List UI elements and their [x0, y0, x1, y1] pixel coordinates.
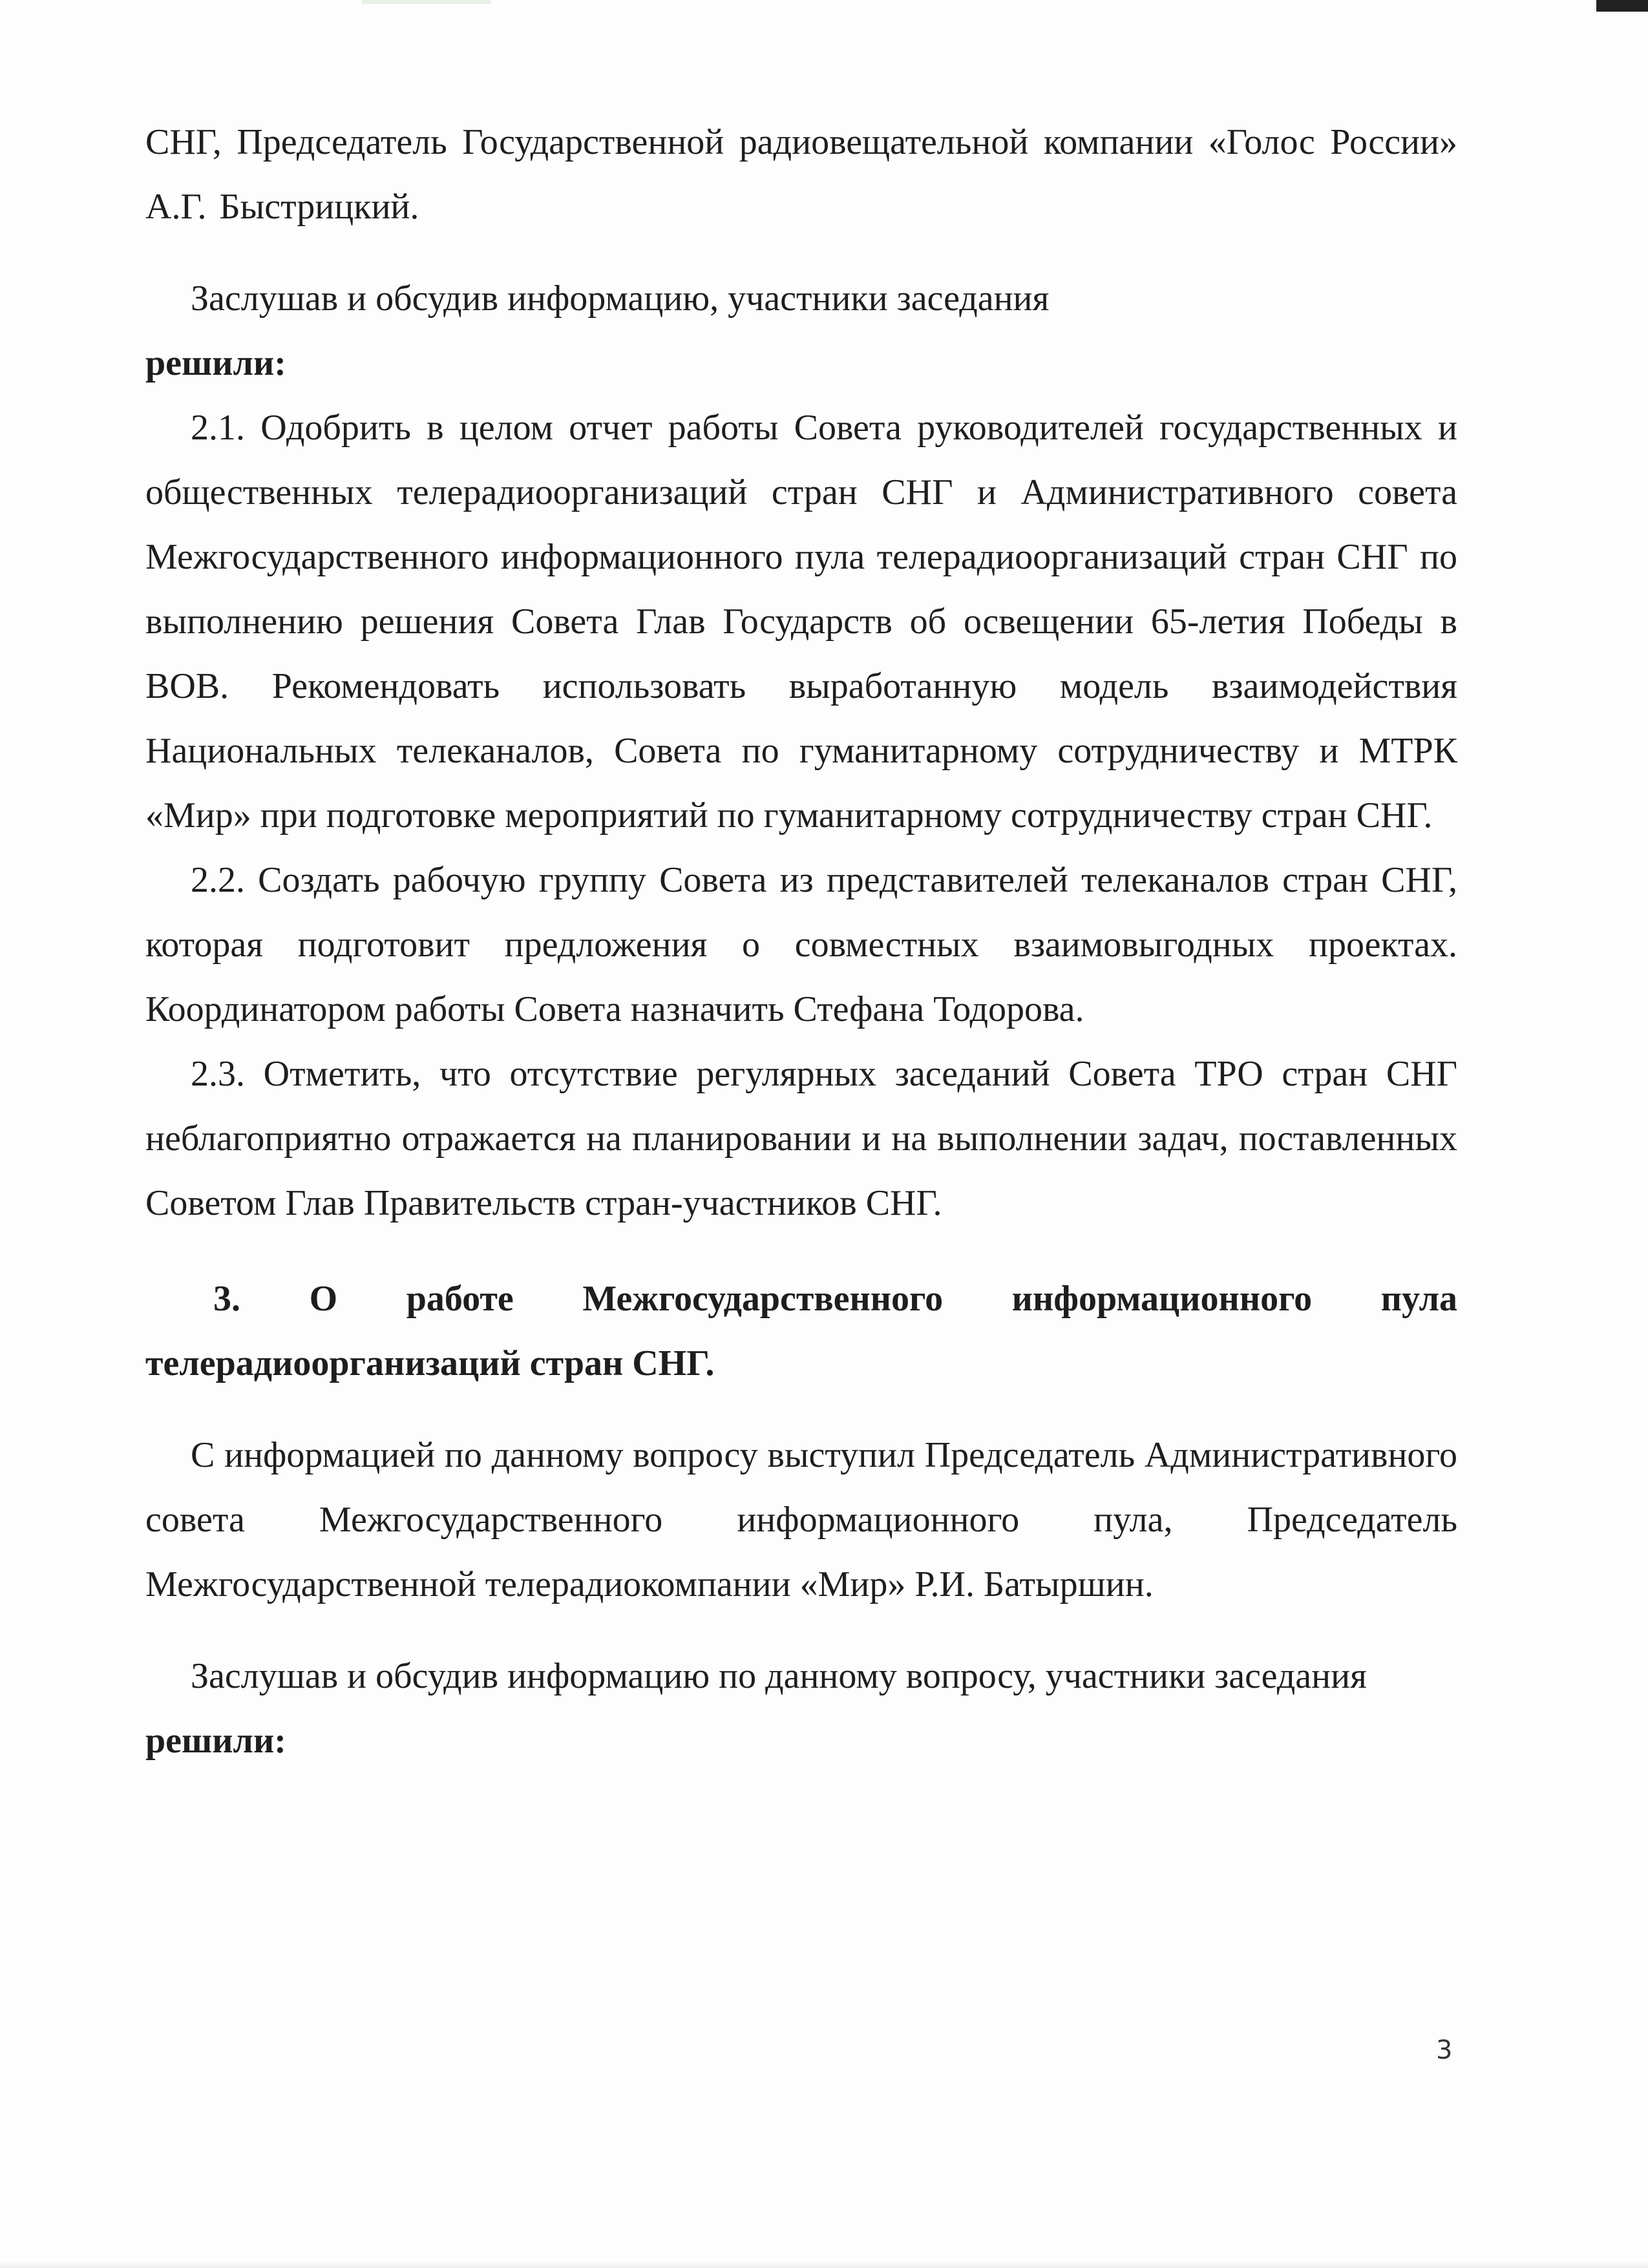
document-body [145, 110, 1457, 1773]
section-3-heading: 3. О работе Межгосударственного информационного пула телерадиоорганизаций стран СНГ. [145, 1279, 1457, 1383]
scan-smudge [362, 0, 491, 4]
decided-label-1: решили: [145, 343, 286, 383]
item-2-3-paragraph: 2.3. Отметить, что отсутствие регулярных заседаний Совета ТРО стран СНГ неблагоприятно отражается на планировании и на выполнении задач, поставленных Советом Глав Правительств стран-участников СНГ. [145, 1054, 1457, 1223]
intro-paragraph: СНГ, Председатель Государственной радиовещательной компании «Голос России» А.Г. Быстрицкий. [145, 122, 1457, 227]
decided-label-2: решили: [145, 1721, 286, 1761]
page-number: 3 [1436, 2035, 1453, 2065]
scan-corner-mark [1596, 0, 1648, 12]
item-2-2-paragraph: 2.2. Создать рабочую группу Совета из представителей телеканалов стран СНГ, которая подготовит предложения о совместных взаимовыгодных проектах. Координатором работы Совета назначить Стефана Тодорова. [145, 860, 1457, 1029]
item-2-1-paragraph: 2.1. Одобрить в целом отчет работы Совета руководителей государственных и общественных телерадиоорганизаций стран СНГ и Административного совета Межгосударственного информационного пула телерадиоорганизаций стран СНГ по выполнению решения Совета Глав Государств об освещении 65-летия Победы в ВОВ. Рекомендовать использовать выработанную модель взаимодействия Национальных телеканалов, Совета по гуманитарному сотрудничеству и МТРК «Мир» при подготовке мероприятий по гуманитарному сотрудничеству стран СНГ. [145, 408, 1457, 835]
heard-paragraph-1: Заслушав и обсудив информацию, участники заседания [191, 278, 1050, 319]
scan-bottom-edge [0, 2262, 1648, 2268]
speaker-paragraph: С информацией по данному вопросу выступил Председатель Административного совета Межгосударственного информационного пула, Председатель Межгосударственной телерадиокомпании «Мир» Р.И. Батыршин. [145, 1435, 1457, 1604]
heard-paragraph-2: Заслушав и обсудив информацию по данному вопросу, участники заседания [191, 1656, 1367, 1696]
